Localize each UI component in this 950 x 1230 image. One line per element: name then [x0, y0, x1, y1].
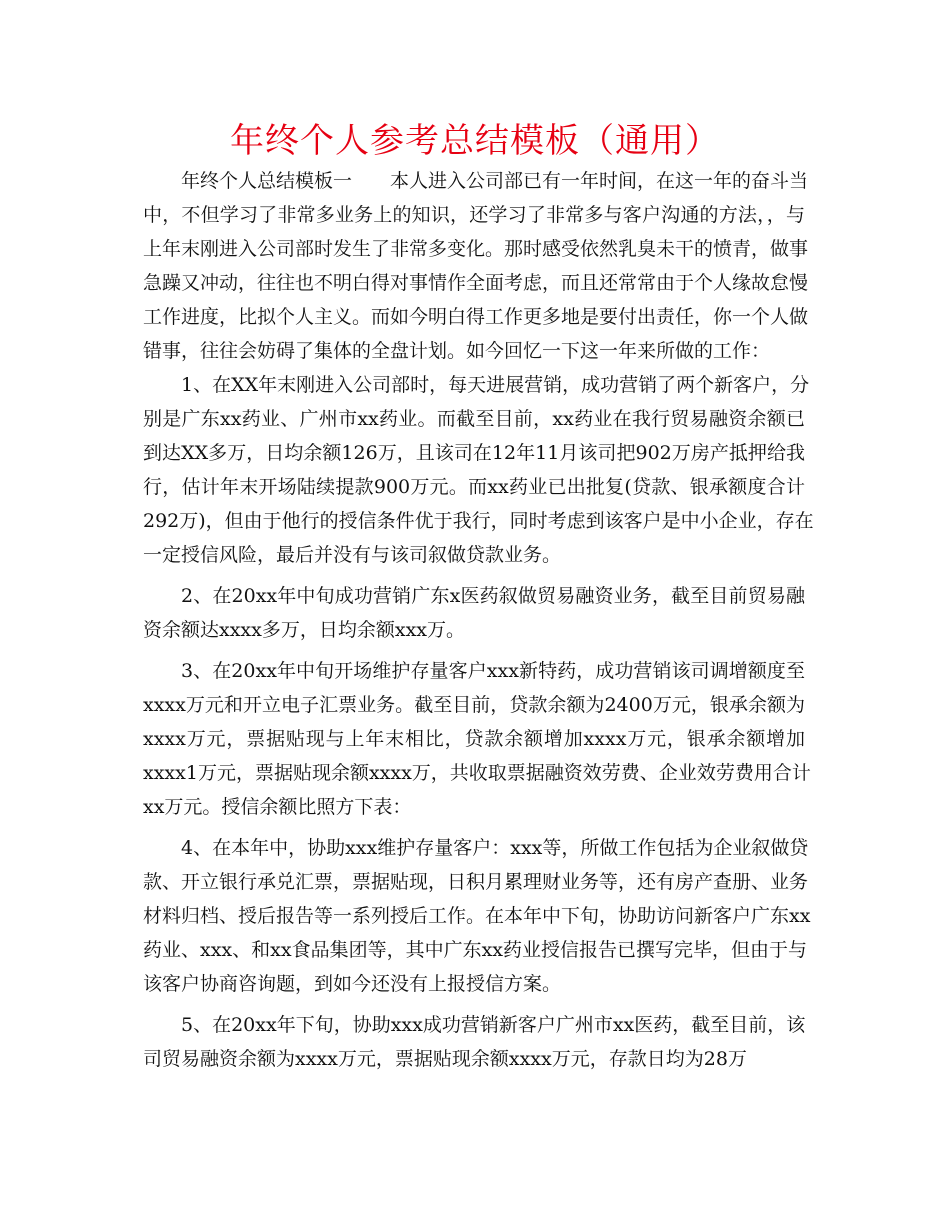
text-line: 5、在20xx年下旬，协助xxx成功营销新客户广州市xx医药，截至目前，该: [181, 1014, 806, 1036]
paragraph-item-3: [143, 654, 811, 824]
text-line: xxxx万元和开立电子汇票业务。截至目前，贷款余额为2400万元，银承余额为: [143, 694, 805, 716]
text-line: 别是广东xx药业、广州市xx药业。而截至目前，xx药业在我行贸易融资余额已: [143, 408, 805, 430]
text-line: 款、开立银行承兑汇票，票据贴现，日积月累理财业务等，还有房产查册、业务: [143, 871, 809, 893]
text-line: 3、在20xx年中旬开场维护存量客户xxx新特药，成功营销该司调增额度至: [181, 660, 805, 682]
text-line: 一定授信风险，最后并没有与该司叙做贷款业务。: [143, 544, 562, 566]
text-line: 2、在20xx年中旬成功营销广东x医药叙做贸易融资业务，截至目前贸易融: [181, 585, 805, 607]
document-title: 年终个人参考总结模板（通用）: [230, 121, 720, 161]
text-line: 1、在XX年末刚进入公司部时，每天进展营销，成功营销了两个新客户，分: [181, 374, 810, 396]
text-line: 中，不但学习了非常多业务上的知识，还学习了非常多与客户沟通的方法，，与: [143, 204, 805, 226]
text-line: 该客户协商咨询题，到如今还没有上报授信方案。: [143, 973, 562, 995]
text-line: 司贸易融资余额为xxxx万元，票据贴现余额xxxx万元，存款日均为28万: [143, 1048, 747, 1070]
paragraph-intro: [143, 164, 809, 368]
text-line: xxxx1万元，票据贴现余额xxxx万，共收取票据融资效劳费、企业效劳费用合计: [143, 762, 811, 784]
text-line: 资余额达xxxx多万，日均余额xxx万。: [143, 619, 466, 641]
text-line: 年终个人总结模板一 本人进入公司部已有一年时间，在这一年的奋斗当: [181, 170, 809, 192]
text-line: 急躁又冲动，往往也不明白得对事情作全面考虑，而且还常常由于个人缘故怠慢: [143, 272, 809, 294]
paragraph-item-1: [143, 368, 814, 572]
text-line: 药业、xxx、和xx食品集团等，其中广东xx药业授信报告已撰写完毕，但由于与: [143, 939, 808, 961]
text-line: 错事，往往会妨碍了集体的全盘计划。如今回忆一下这一年来所做的工作：: [143, 340, 771, 362]
text-line: 材料归档、授后报告等一系列授后工作。在本年中下旬，协助访问新客户广东xx: [143, 905, 811, 927]
text-line: 工作进度，比拟个人主义。而如今明白得工作更多地是要付出责任，你一个人做: [143, 306, 809, 328]
text-line: 行，估计年末开场陆续提款900万元。而xx药业已出批复(贷款、银承额度合计: [143, 476, 805, 498]
text-line: 4、在本年中，协助xxx维护存量客户：xxx等，所做工作包括为企业叙做贷: [181, 837, 809, 859]
text-line: 292万)，但由于他行的授信条件优于我行，同时考虑到该客户是中小企业，存在: [143, 510, 814, 532]
text-line: xx万元。授信余额比照方下表：: [143, 796, 412, 818]
paragraph-item-2: [143, 579, 805, 647]
text-line: 到达XX多万，日均余额126万，且该司在12年11月该司把902万房产抵押给我: [143, 442, 805, 464]
text-line: 上年末刚进入公司部时发生了非常多变化。那时感受依然乳臭未干的愤青，做事: [143, 238, 809, 260]
text-line: xxxx万元，票据贴现与上年末相比，贷款余额增加xxxx万元，银承余额增加: [143, 728, 805, 750]
paragraph-item-5: [143, 1008, 805, 1076]
paragraph-item-4: [143, 831, 811, 1001]
document-body: [143, 164, 814, 1076]
